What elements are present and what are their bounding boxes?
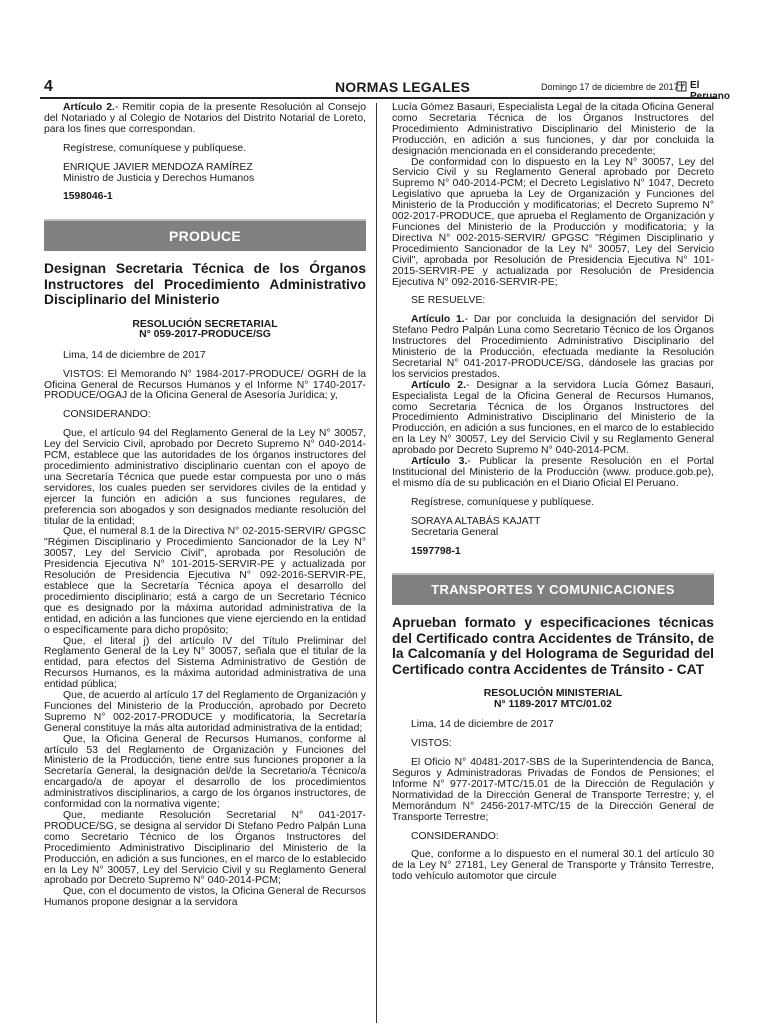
sector-banner: PRODUCE [44, 219, 366, 251]
considerando-paragraph: Que, mediante Resolución Secretarial N° 041-2017-PRODUCE/SG, se designa al servidor Di Stefano Pedro Palpán Luna como Secretario Técnico de los Órganos Instructores del Procedimiento Administrativo Disciplinario del Ministerio de la Producción, en adición a sus funciones, en el marco de lo establecido en la Ley N° 30057, Ley del Servicio Civil y su Reglamento General aprobado por Decreto Supremo N° 040-2014-PCM; [44, 810, 366, 887]
sector-banner: TRANSPORTES Y COMUNICACIONES [392, 573, 714, 605]
considerando-paragraph: Que, de acuerdo al artículo 17 del Reglamento de Organización y Funciones del Ministerio de la Producción, aprobado por Decreto Supremo N° 002-2017-PRODUCE y modificatoria, la Secretaría General constituye la más alta autoridad administrativa de la entidad; [44, 690, 366, 734]
page-number: 4 [44, 78, 53, 95]
header-rule [40, 97, 716, 99]
considerando-paragraph: Que, la Oficina General de Recursos Humanos, conforme al artículo 53 del Reglamento de Organización y Funciones del Ministerio de la Producción, tiene entre sus funciones proponer a la Secretaría General, la designación del/de la Secretario/a Técnico/a encargado/a de apoyar el desarrollo de los procedimientos administrativos disciplinarios, a cargo de los órganos instructores, de conformidad con la normativa vigente; [44, 733, 366, 811]
conformidad-paragraph: De conformidad con lo dispuesto en la Ley N° 30057, Ley del Servicio Civil y su Reglamento General aprobado por Decreto Supremo N° 040-2014-PCM; el Decreto Legislativo N° 1047, Decreto Legislativo que aprueba la Ley de Organización y Funciones del Ministerio de la Producción y modificatorias; el Decreto Supremo N° 002-2017-PRODUCE, que aprueba el Reglamento de Organización y Funciones del Ministerio de la Producción y modificatoria; y la Directiva N° 002-2015-SERVIR/ GPGSC "Régimen Disciplinario y Procedimiento Sancionador de la Ley N° 30057, Ley del Servicio Civil", aprobada por Resolución de Presidencia Ejecutiva N° 101-2015-SERVIR-PE y actualizada por Resolución de Presidencia Ejecutiva N° 092-2016-SERVIR-PE; [392, 156, 714, 288]
considerando-paragraph: Que, el literal j) del artículo IV del Título Preliminar del Reglamento General de la Ley N° 30057, señala que el titular de la entidad, para efectos del Sistema Administrativo de Gestión de Recursos Humanos, es la máxima autoridad administrativa de una entidad pública; [44, 635, 366, 691]
section-title: NORMAS LEGALES [335, 79, 471, 95]
publication-code: 1597798-1 [411, 545, 461, 557]
article-paragraph [392, 381, 714, 457]
signer-title: Secretaria General [411, 526, 499, 538]
resolution-type: RESOLUCIÓN SECRETARIAL [132, 318, 278, 330]
article-paragraph [44, 103, 366, 136]
resolution-heading [44, 320, 366, 341]
article-text: - Designar a la servidora Lucía Gómez Basauri, Especialista Legal de la Oficina General de Recursos Humanos, como Secretaria Técnica de los Órganos Instructores del Procedimiento Administrativo Disciplinario del Ministerio de la Producción, en adición a sus funciones, en el marco de lo establecido en la Ley N° 30057, Ley del Servicio Civil y su Reglamento General aprobado por Decreto Supremo N° 040-2014-PCM. [392, 379, 714, 457]
considerando-heading: CONSIDERANDO: [411, 830, 499, 842]
considerando-paragraph: Que, el artículo 94 del Reglamento General de la Ley N° 30057, Ley del Servicio Civil, aprobado por Decreto Supremo N° 040-2014-PCM, establece que las autoridades de los órganos instructores del procedimiento administrativo disciplinario cuentan con el apoyo de una Secretaría Técnica que puede estar compuesta por uno o más servidores, los cuales pueden ser servidores civiles de la entidad y ejercer la función en adición a sus funciones regulares, de preferencia son abogados y son designados mediante resolución del titular de la entidad; [44, 428, 366, 527]
issue-date: Domingo 17 de diciembre de 2017 / [541, 82, 684, 92]
decree-title: Designan Secretaria Técnica de los Órganos Instructores del Procedimiento Administrativo Disciplinario del Ministerio [44, 261, 366, 308]
right-column [392, 103, 714, 883]
considerando-paragraph: Que, con el documento de vistos, la Oficina General de Recursos Humanos propone designar a la servidora [44, 886, 366, 909]
article-label: Artículo 2. [63, 102, 115, 113]
resolution-number: N° 059-2017-PRODUCE/SG [139, 329, 271, 341]
signer-title: Ministro de Justicia y Derechos Humanos [63, 172, 255, 184]
resolution-type: RESOLUCIÓN MINISTERIAL [483, 688, 623, 700]
article-paragraph [392, 315, 714, 380]
signer-name: ENRIQUE JAVIER MENDOZA RAMÍREZ [63, 161, 253, 173]
place-date: Lima, 14 de diciembre de 2017 [411, 719, 554, 731]
article-text: - Publicar la presente Resolución en el Portal Institucional del Ministerio de la Producción (www. produce.gob.pe), el mismo día de su publicación en el Diario Oficial El Peruano. [392, 456, 714, 489]
considerando-paragraph: Que, conforme a lo dispuesto en el numeral 30.1 del artículo 30 de la Ley N° 27181, Ley General de Transporte y Tránsito Terrestre, todo vehículo automotor que circule [392, 849, 714, 883]
decree-title: Aprueban formato y especificaciones técnicas del Certificado contra Accidentes de Tránsito, de la Calcomanía y del Holograma de Seguridad del Certificado contra Accidentes de Tránsito - CAT [392, 615, 714, 677]
publication-code: 1598046-1 [63, 191, 113, 203]
closing-formula: Regístrese, comuníquese y publíquese. [63, 142, 247, 154]
vistos-heading: VISTOS: [411, 738, 452, 750]
article-label: Artículo 3. [411, 456, 468, 468]
article-label: Artículo 1. [411, 314, 465, 326]
continued-paragraph: Lucía Gómez Basauri, Especialista Legal de la citada Oficina General como Secretaria Técnica de los Órganos Instructores del Procedimiento Administrativo Disciplinario del Ministerio de la Producción, en adición a sus funciones, y dar por concluida la designación mencionada en el considerando precedente; [392, 102, 714, 157]
column-divider [376, 103, 377, 1023]
considerando-paragraph: Que, el numeral 8.1 de la Directiva N° 02-2015-SERVIR/ GPGSC "Régimen Disciplinario y Procedimiento Sancionador de la Ley N° 30057, Ley del Servicio Civil", aprobada por Resolución de Presidencia Ejecutiva N° 101-2015-SERVIR-PE y actualizada por Resolución de Presidencia Ejecutiva N° 092-2016-SERVIR-PE, establece que la Secretaría Técnica apoya el desarrollo del procedimiento disciplinario; está a cargo de un Secretario Técnico que es designado por la máxima autoridad administrativa de la entidad, en adición a las funciones que viene ejerciendo en la entidad o específicamente para dicho propósito; [44, 526, 366, 636]
article-text: - Dar por concluida la designación del servidor Di Stefano Pedro Palpán Luna como Secretario Técnico de los Órganos Instructores del Procedimiento Administrativo Disciplinario del Ministerio de la Producción, efectuada mediante la Resolución Secretarial N° 041-2017-PRODUCE/SG, dándosele las gracias por los servicios prestados. [392, 314, 714, 380]
vistos-paragraph: VISTOS: El Memorando N° 1984-2017-PRODUCE/ OGRH de la Oficina General de Recursos Humanos y el Informe N° 1740-2017-PRODUCE/OGAJ de la Oficina General de Asesoría Jurídica; y, [44, 368, 366, 402]
signer-name: SORAYA ALTABÁS KAJATT [411, 515, 541, 527]
page-header [40, 78, 731, 102]
article-label: Artículo 2. [411, 379, 466, 391]
article-paragraph [392, 457, 714, 490]
se-resuelve-heading: SE RESUELVE: [411, 295, 486, 307]
resolution-number: N° 1189-2017 MTC/01.02 [494, 698, 612, 710]
article-text: - Remitir copia de la presente Resolución al Consejo del Notariado y al Colegio de Notarios del Distrito Notarial de Loreto, para los fines que correspondan. [44, 102, 367, 135]
left-column [44, 103, 366, 909]
vistos-paragraph: El Oficio N° 40481-2017-SBS de la Superintendencia de Banca, Seguros y Administradoras Privadas de Fondos de Pensiones; el Informe N° 977-2017-MTC/15.01 de la Dirección de Regulación y Normatividad de la Dirección General de Transporte Terrestre; y, el Memorándum N° 2456-2017-MTC/15 de la Dirección General de Transporte Terrestre; [392, 757, 714, 823]
place-date: Lima, 14 de diciembre de 2017 [63, 349, 206, 361]
considerando-heading: CONSIDERANDO: [63, 409, 151, 421]
resolution-heading [392, 689, 714, 710]
coat-of-arms-icon [676, 81, 687, 92]
newspaper-name: El Peruano [690, 80, 731, 102]
closing-formula: Regístrese, comuníquese y publíquese. [411, 496, 595, 508]
